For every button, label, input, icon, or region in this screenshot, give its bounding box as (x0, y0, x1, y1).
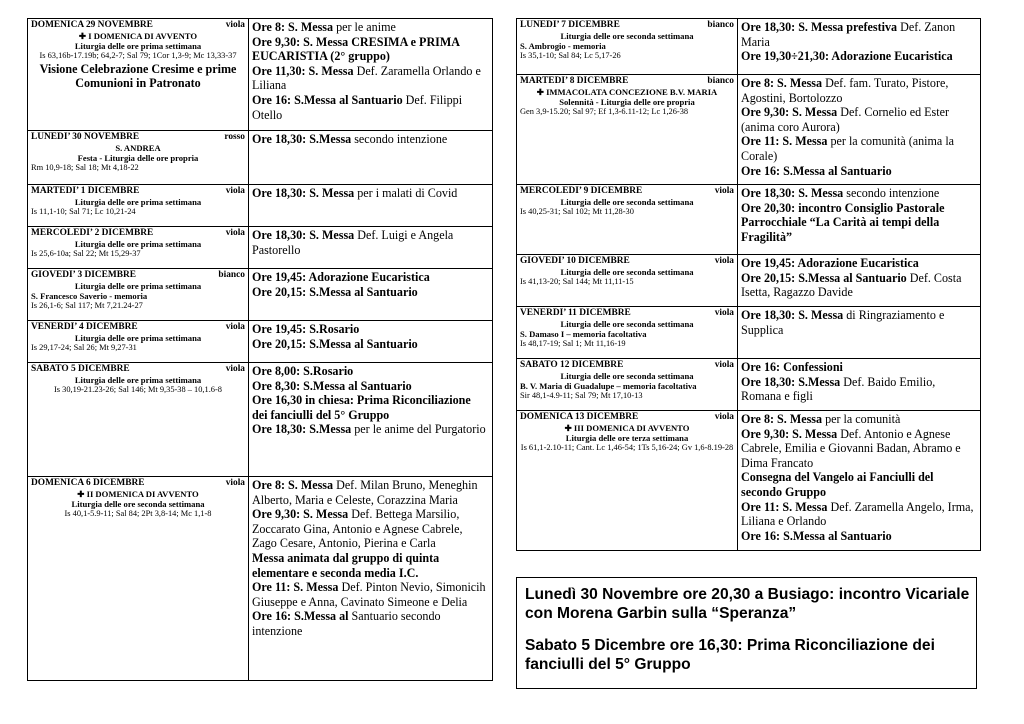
schedule-time-event: Ore 9,30: S. Messa (741, 105, 838, 120)
day-info-cell (28, 227, 249, 269)
day-header (31, 20, 245, 31)
schedule-intention: Def. Milan Bruno, Meneghin Alberto, Maria e Celeste, Corazzina Maria (252, 478, 478, 507)
schedule-line (252, 285, 489, 300)
schedule-intention: Def. Baido Emilio, Romana e figli (741, 374, 936, 404)
liturgical-color: viola (225, 20, 245, 30)
schedule-time-event: Ore 8: S. Messa (741, 412, 823, 426)
day-detail-line: Gen 3,9-15.20; Sal 97; Ef 1,3-6.11-12; Lc 1,26-38 (520, 107, 689, 117)
schedule-cell (249, 131, 493, 185)
day-detail-line: S. Ambrogio - memoria (520, 41, 606, 52)
schedule-time-event: Ore 8,30: S.Messa al Santuario (252, 378, 412, 393)
day-row (28, 131, 493, 185)
schedule-intention: Def. Zaramella Orlando e Liliana (252, 63, 481, 93)
schedule-time-event: Consegna del Vangelo ai Fanciulli del secondo Gruppo (741, 470, 934, 499)
day-row (517, 359, 981, 411)
schedule-intention: per la comunità (anima la Corale) (741, 134, 955, 163)
schedule-line (252, 507, 489, 551)
day-name: MARTEDI’ 8 DICEMBRE (520, 76, 629, 86)
schedule-line (252, 337, 489, 352)
day-name: SABATO 12 DICEMBRE (520, 360, 624, 370)
day-info-cell (28, 363, 249, 477)
schedule-time-event: Ore 18,30: S. Messa (741, 308, 844, 322)
day-header (520, 76, 734, 87)
day-detail-line: Festa - Liturgia delle ore propria (77, 153, 199, 164)
left-calendar (27, 18, 493, 681)
day-header (31, 270, 245, 281)
schedule-time-event: Ore 19,45: Adorazione Eucaristica (741, 256, 919, 270)
day-row (517, 307, 981, 359)
schedule-intention: Def. Zanon Maria (741, 20, 956, 49)
schedule-intention: per le anime del Purgatorio (351, 422, 486, 437)
schedule-time-event: Ore 8: S. Messa (252, 478, 334, 492)
day-row (28, 19, 493, 131)
day-detail-line: Liturgia delle ore seconda settimana (71, 499, 205, 510)
left-calendar-table (27, 18, 493, 681)
schedule-line (252, 270, 489, 285)
schedule-line (741, 412, 977, 427)
schedule-line (741, 134, 977, 163)
schedule-time-event: Ore 19,45: S.Rosario (252, 322, 360, 336)
day-detail-line: Is 63,16b-17.19b; 64,2-7; Sal 79; 1Cor 1,3-9; Mc 13,33-37 (39, 51, 237, 61)
liturgical-color: viola (225, 364, 245, 374)
liturgical-color: viola (225, 478, 245, 488)
schedule-time-event: Ore 18,30: S.Messa (252, 132, 352, 146)
schedule-cell (738, 19, 981, 75)
day-name: VENERDI’ 4 DICEMBRE (31, 322, 138, 332)
schedule-cell (738, 185, 981, 255)
day-detail-line: Is 30,19-21.23-26; Sal 146; Mt 9,35-38 – 10,1.6-8 (54, 385, 222, 395)
schedule-time-event: Ore 18,30: S.Messa (741, 374, 841, 389)
day-header (31, 228, 245, 239)
schedule-line (741, 470, 977, 499)
schedule-time-event: Ore 11: S. Messa (741, 499, 828, 514)
day-detail-line: ✚ I DOMENICA DI AVVENTO (78, 31, 198, 41)
day-detail-line: Sir 48,1-4.9-11; Sal 79; Mt 17,10-13 (520, 391, 643, 401)
schedule-line (741, 20, 977, 49)
day-name: DOMENICA 6 DICEMBRE (31, 478, 145, 488)
day-name: GIOVEDI’ 10 DICEMBRE (520, 256, 630, 266)
day-detail-line: Liturgia delle ore seconda settimana (560, 197, 694, 207)
schedule-time-event: Ore 19,30÷21,30: Adorazione Eucaristica (741, 49, 953, 64)
day-header (520, 360, 734, 371)
schedule-intention: Def. Zaramella Angelo, Irma, Liliana e Orlando (741, 499, 974, 529)
day-header (31, 186, 245, 197)
day-name: MARTEDI’ 1 DICEMBRE (31, 186, 140, 196)
schedule-line (252, 364, 489, 379)
day-info-cell (517, 255, 738, 307)
right-calendar (516, 18, 981, 551)
schedule-line (741, 308, 977, 337)
schedule-intention: secondo intenzione (843, 186, 940, 200)
day-info-cell (28, 321, 249, 363)
day-name: VENERDI’ 11 DICEMBRE (520, 308, 631, 318)
day-detail-line: Liturgia delle ore prima settimana (74, 41, 202, 52)
schedule-cell (738, 411, 981, 551)
day-header (31, 478, 245, 489)
schedule-time-event: Ore 9,30: S. Messa (741, 426, 838, 441)
day-row (28, 269, 493, 321)
schedule-line (252, 322, 489, 337)
schedule-cell (249, 227, 493, 269)
day-detail-line: Visione Celebrazione Cresime e prime Comunioni in Patronato (39, 61, 237, 91)
liturgical-color: bianco (707, 76, 734, 86)
schedule-intention: Santuario secondo intenzione (252, 609, 441, 638)
schedule-cell (738, 75, 981, 185)
day-detail-line: Is 40,1-5.9-11; Sal 84; 2Pt 3,8-14; Mc 1,1-8 (64, 509, 212, 519)
schedule-line (252, 551, 489, 580)
schedule-line (252, 580, 489, 609)
schedule-time-event: Messa animata dal gruppo di quinta elementare e seconda media I.C. (252, 550, 440, 580)
schedule-line (252, 478, 489, 507)
schedule-time-event: Ore 20,30: incontro Consiglio Pastorale Parrocchiale “La Carità ai tempi della Fragilità” (741, 200, 945, 244)
notice-line-1: Lunedì 30 Novembre ore 20,30 a Busiago: incontro Vicariale con Morena Garbin sulla “Speranza” (525, 586, 970, 622)
day-info-cell (517, 185, 738, 255)
day-row (28, 477, 493, 681)
day-detail-line: Liturgia delle ore prima settimana (74, 197, 202, 207)
schedule-time-event: Ore 18,30: S. Messa (741, 186, 844, 200)
day-info-cell (28, 477, 249, 681)
schedule-line (741, 271, 977, 300)
schedule-line (741, 375, 977, 404)
schedule-time-event: Ore 11,30: S. Messa (252, 63, 354, 78)
schedule-line (252, 20, 489, 35)
day-header (520, 308, 734, 319)
schedule-time-event: Ore 11: S. Messa (252, 580, 339, 595)
schedule-cell (738, 307, 981, 359)
day-info-cell (28, 185, 249, 227)
schedule-time-event: Ore 20,15: S.Messa al Santuario (252, 284, 418, 299)
schedule-time-event: Ore 18,30: S. Messa prefestiva (741, 20, 898, 34)
schedule-line (252, 228, 489, 257)
schedule-line (252, 35, 489, 64)
day-detail-line: Liturgia delle ore seconda settimana (560, 267, 694, 277)
day-info-cell (28, 131, 249, 185)
day-detail-line: Is 41,13-20; Sal 144; Mt 11,11-15 (520, 277, 634, 287)
schedule-cell (249, 19, 493, 131)
day-name: LUNEDI’ 30 NOVEMBRE (31, 132, 140, 142)
schedule-intention: Def. fam. Turato, Pistore, Agostini, Bortolozzo (741, 76, 949, 105)
day-header (520, 186, 734, 197)
day-info-cell (28, 19, 249, 131)
day-header (520, 412, 734, 423)
day-name: DOMENICA 13 DICEMBRE (520, 412, 639, 422)
day-row (517, 19, 981, 75)
day-detail-line: Liturgia delle ore prima settimana (74, 333, 202, 343)
day-row (517, 255, 981, 307)
schedule-time-event: Ore 16,30 in chiesa: Prima Riconciliazione dei fanciulli del 5° Gruppo (252, 393, 471, 422)
schedule-time-event: Ore 18,30: S. Messa (252, 186, 355, 200)
day-row (28, 185, 493, 227)
day-detail-line: Is 25,6-10a; Sal 22; Mt 15,29-37 (31, 249, 141, 259)
day-row (517, 75, 981, 185)
schedule-time-event: Ore 20,15: S.Messa al Santuario (252, 336, 418, 351)
schedule-intention: Def. Cornelio ed Ester (anima coro Aurora) (741, 105, 950, 134)
schedule-cell (249, 477, 493, 681)
schedule-cell (738, 359, 981, 411)
day-row (28, 227, 493, 269)
schedule-time-event: Ore 16: Confessioni (741, 360, 843, 374)
day-detail-line: Liturgia delle ore terza settimana (565, 433, 689, 444)
day-detail-line: ✚ III DOMENICA DI AVVENTO (564, 423, 690, 433)
schedule-intention: Def. Antonio e Agnese Cabrele, Emilia e Giovanni Badan, Abramo e Dima Francato (741, 426, 961, 470)
schedule-time-event: Ore 16: S.Messa al Santuario (741, 528, 892, 543)
day-detail-line: Liturgia delle ore seconda settimana (560, 31, 694, 41)
schedule-intention: Def. Costa Isetta, Ragazzo Davide (741, 270, 962, 300)
schedule-line (252, 64, 489, 93)
schedule-line (252, 393, 489, 422)
day-detail-line: Liturgia delle ore prima settimana (74, 375, 202, 385)
schedule-line (252, 186, 489, 201)
schedule-line (741, 256, 977, 271)
schedule-cell (738, 255, 981, 307)
day-detail-line: Liturgia delle ore seconda settimana (560, 371, 694, 381)
liturgical-color: viola (225, 322, 245, 332)
day-name: LUNEDI’ 7 DICEMBRE (520, 20, 620, 30)
day-info-cell (517, 19, 738, 75)
schedule-intention: per i malati di Covid (354, 186, 458, 200)
liturgical-color: viola (714, 360, 734, 370)
schedule-time-event: Ore 16: S.Messa al Santuario (252, 92, 403, 107)
day-info-cell (517, 75, 738, 185)
liturgical-color: viola (225, 228, 245, 238)
schedule-intention: Def. Pinton Nevio, Simonicih Giuseppe e Anna, Cavinato Simeone e Delia (252, 580, 486, 609)
schedule-time-event: Ore 16: S.Messa al (252, 609, 349, 624)
schedule-line (741, 105, 977, 134)
schedule-cell (249, 363, 493, 477)
schedule-time-event: Ore 8: S. Messa (252, 20, 334, 34)
day-row (28, 363, 493, 477)
liturgical-color: bianco (707, 20, 734, 30)
day-detail-line: ✚ II DOMENICA DI AVVENTO (77, 489, 199, 499)
day-detail-line: Liturgia delle ore prima settimana (74, 239, 202, 249)
liturgical-color: viola (714, 256, 734, 266)
day-row (517, 411, 981, 551)
schedule-intention: Def. Bettega Marsilio, Zoccarato Gina, Antonio e Agnese Cabrele, Zago Cesare, Antonio, Pierina e Carla (252, 507, 463, 551)
schedule-time-event: Ore 16: S.Messa al Santuario (741, 163, 892, 178)
schedule-line (252, 422, 489, 437)
day-header (520, 20, 734, 31)
schedule-time-event: Ore 9,30: S. Messa (252, 507, 349, 522)
schedule-line (741, 500, 977, 529)
schedule-line (252, 379, 489, 394)
day-row (28, 321, 493, 363)
schedule-line (741, 164, 977, 179)
liturgical-color: viola (714, 308, 734, 318)
schedule-line (252, 609, 489, 638)
schedule-time-event: Ore 11: S. Messa (741, 134, 828, 149)
schedule-cell (249, 185, 493, 227)
day-header (31, 322, 245, 333)
schedule-intention: per le anime (333, 20, 396, 34)
schedule-intention: per la comunità (822, 412, 901, 426)
schedule-line (741, 49, 977, 64)
schedule-intention: Def. Luigi e Angela Pastorello (252, 228, 454, 257)
day-detail-line: B. V. Maria di Guadalupe – memoria facoltativa (520, 381, 697, 392)
schedule-line (741, 201, 977, 245)
schedule-line (741, 529, 977, 544)
schedule-intention: secondo intenzione (351, 132, 448, 146)
day-header (31, 364, 245, 375)
day-detail-line: Is 35,1-10; Sal 84; Lc 5,17-26 (520, 51, 621, 61)
day-detail-line: Is 61,1-2.10-11; Cant. Lc 1,46-54; 1Ts 5,16-24; Gv 1,6-8.19-28 (520, 443, 734, 453)
day-detail-line: Is 26,1-6; Sal 117; Mt 7,21.24-27 (31, 301, 143, 311)
schedule-time-event: Ore 20,15: S.Messa al Santuario (741, 270, 907, 285)
day-detail-line: S. Damaso I – memoria facoltativa (520, 329, 647, 340)
schedule-time-event: Ore 8: S. Messa (741, 76, 823, 90)
schedule-intention: Def. Filippi Otello (252, 92, 463, 122)
right-calendar-table (516, 18, 981, 551)
liturgical-color: viola (714, 186, 734, 196)
schedule-cell (249, 321, 493, 363)
day-detail-line: Solennità - Liturgia delle ore propria (559, 97, 695, 108)
liturgical-color: bianco (218, 270, 245, 280)
day-detail-line: Is 40,25-31; Sal 102; Mt 11,28-30 (520, 207, 634, 217)
notice-line-2: Sabato 5 Dicembre ore 16,30: Prima Riconciliazione dei fanciulli del 5° Gruppo (525, 637, 935, 673)
day-name: MERCOLEDI’ 2 DICEMBRE (31, 228, 154, 238)
day-info-cell (517, 307, 738, 359)
day-header (520, 256, 734, 267)
day-detail-line: ✚ IMMACOLATA CONCEZIONE B.V. MARIA (536, 87, 718, 97)
schedule-cell (249, 269, 493, 321)
day-info-cell (517, 411, 738, 551)
schedule-intention: di Ringraziamento e Supplica (741, 308, 945, 337)
day-detail-line: Is 48,17-19; Sal 1; Mt 11,16-19 (520, 339, 626, 349)
liturgical-color: viola (225, 186, 245, 196)
schedule-line (741, 360, 977, 375)
schedule-line (741, 186, 977, 201)
schedule-time-event: Ore 8,00: S.Rosario (252, 364, 354, 378)
schedule-line (741, 427, 977, 471)
day-detail-line: S. ANDREA (115, 143, 161, 153)
schedule-time-event: Ore 19,45: Adorazione Eucaristica (252, 270, 430, 284)
schedule-time-event: Ore 18,30: S. Messa (252, 228, 355, 242)
day-header (31, 132, 245, 143)
day-name: SABATO 5 DICEMBRE (31, 364, 130, 374)
day-info-cell (517, 359, 738, 411)
day-row (517, 185, 981, 255)
schedule-time-event: Ore 9,30: S. Messa CRESIMA e PRIMA EUCARISTIA (2° gruppo) (252, 34, 460, 64)
day-detail-line: Liturgia delle ore prima settimana (74, 281, 202, 291)
schedule-line (252, 93, 489, 122)
day-detail-line: S. Francesco Saverio - memoria (31, 291, 148, 302)
day-detail-line: Is 29,17-24; Sal 26; Mt 9,27-31 (31, 343, 137, 353)
day-name: MERCOLEDI’ 9 DICEMBRE (520, 186, 643, 196)
day-name: GIOVEDI’ 3 DICEMBRE (31, 270, 137, 280)
day-detail-line: Is 11,1-10; Sal 71; Lc 10,21-24 (31, 207, 136, 217)
schedule-time-event: Ore 18,30: S.Messa (252, 422, 352, 437)
day-info-cell (28, 269, 249, 321)
liturgical-color: viola (714, 412, 734, 422)
schedule-line (252, 132, 489, 147)
day-name: DOMENICA 29 NOVEMBRE (31, 20, 153, 30)
day-detail-line: Liturgia delle ore seconda settimana (560, 319, 694, 329)
notice-box (516, 577, 977, 689)
liturgical-color: rosso (224, 132, 245, 142)
schedule-line (741, 76, 977, 105)
day-detail-line: Rm 10,9-18; Sal 18; Mt 4,18-22 (31, 163, 139, 173)
